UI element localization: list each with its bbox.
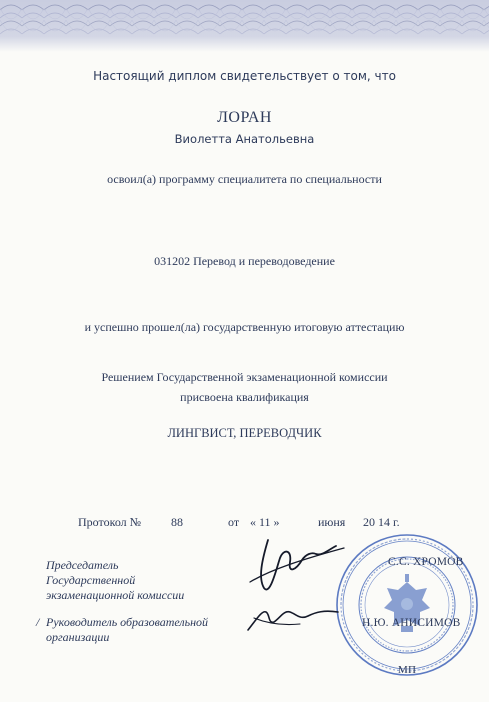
head-role-line: организации: [46, 630, 110, 644]
protocol-from: от: [228, 515, 240, 529]
chair-role-line: Государственной: [46, 573, 136, 587]
mastered-program-text: освоил(а) программу специалитета по специальности: [107, 172, 382, 186]
chair-name: С.С. ХРОМОВ: [388, 556, 464, 568]
protocol-month: июня: [318, 515, 346, 529]
protocol-number: 88: [171, 515, 183, 529]
protocol-day: « 11 »: [250, 515, 280, 529]
qualification-assigned: присвоена квалификация: [180, 390, 309, 404]
chair-role-line: Председатель: [46, 558, 119, 572]
protocol-label: Протокол №: [78, 515, 142, 529]
qualification: ЛИНГВИСТ, ПЕРЕВОДЧИК: [167, 426, 322, 440]
head-role-line: Руководитель образовательной: [46, 615, 209, 629]
guilloche-border: [0, 0, 489, 52]
official-seal: [332, 530, 482, 680]
graduate-surname: ЛОРАН: [217, 109, 272, 126]
attestation-text: и успешно прошел(ла) государственную итоговую аттестацию: [84, 320, 405, 334]
protocol-year: 20 14 г.: [363, 515, 400, 529]
chair-role: [46, 558, 184, 603]
specialty: 031202 Перевод и переводоведение: [154, 254, 335, 268]
chair-role-line: экзаменационной комиссии: [46, 588, 185, 602]
intro-text: Настоящий диплом свидетельствует о том, что: [93, 69, 396, 83]
head-name: Н.Ю. АНИСИМОВ: [362, 617, 461, 629]
seal-place-label: МП: [398, 664, 417, 676]
head-role: [46, 615, 208, 645]
signature: [240, 530, 350, 645]
signature-tick: /: [36, 615, 40, 629]
graduate-given-names: Виолетта Анатольевна: [174, 132, 315, 146]
commission-decision: Решением Государственной экзаменационной комиссии: [101, 370, 388, 384]
